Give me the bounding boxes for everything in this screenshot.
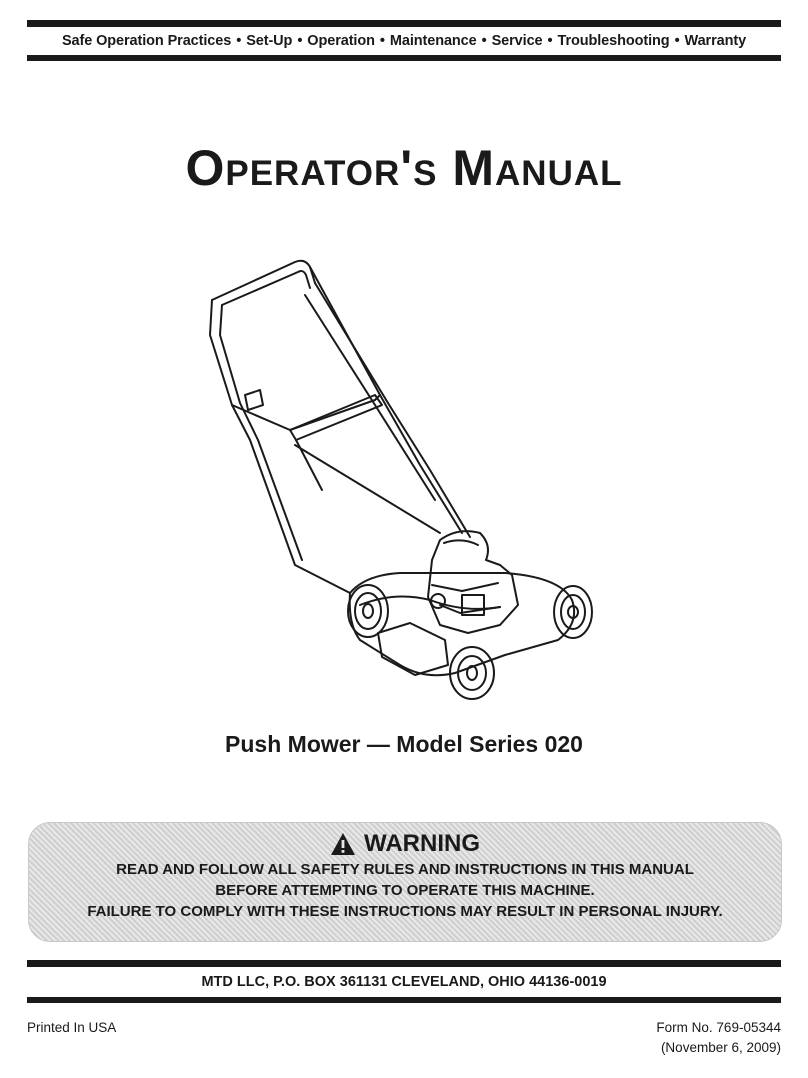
nav-separator: •: [547, 33, 553, 49]
company-address: MTD LLC, P.O. BOX 361131 CLEVELAND, OHIO 44136-0019: [201, 974, 607, 990]
push-mower-illustration: [200, 255, 600, 705]
warning-triangle-icon: [330, 832, 356, 856]
nav-item-maintenance[interactable]: Maintenance: [389, 33, 477, 49]
page-title: Operator's Manual: [185, 140, 623, 196]
warning-heading: [29, 829, 781, 859]
top-rule-thick: [27, 20, 781, 27]
model-subtitle: Push Mower — Model Series 020: [225, 731, 583, 757]
form-number-block: [656, 1018, 781, 1058]
printed-in-label: Printed In USA: [27, 1020, 117, 1035]
nav-item-troubleshooting[interactable]: Troubleshooting: [557, 33, 670, 49]
form-number: Form No. 769-05344: [656, 1020, 781, 1035]
nav-item-service[interactable]: Service: [491, 33, 543, 49]
nav-separator: •: [674, 33, 680, 49]
warning-box: [28, 822, 782, 942]
warning-line-3: FAILURE TO COMPLY WITH THESE INSTRUCTIONS MAY RESULT IN PERSONAL INJURY.: [87, 903, 723, 920]
nav-item-safe-operation[interactable]: Safe Operation Practices: [61, 33, 232, 49]
bottom-rule-thin: [27, 997, 781, 1003]
warning-line-1: READ AND FOLLOW ALL SAFETY RULES AND INSTRUCTIONS IN THIS MANUAL: [116, 861, 694, 878]
nav-item-setup[interactable]: Set-Up: [246, 33, 293, 49]
nav-item-operation[interactable]: Operation: [307, 33, 375, 49]
nav-separator: •: [236, 33, 242, 49]
top-rule-thin: [27, 55, 781, 61]
warning-line-2: BEFORE ATTEMPTING TO OPERATE THIS MACHINE.: [215, 882, 595, 899]
warning-heading-text: WARNING: [364, 830, 480, 857]
nav-separator: •: [481, 33, 487, 49]
bottom-rule-thick: [27, 960, 781, 967]
nav-item-warranty[interactable]: Warranty: [684, 33, 747, 49]
nav-separator: •: [379, 33, 385, 49]
nav-separator: •: [297, 33, 303, 49]
section-nav: [27, 28, 781, 54]
form-date: (November 6, 2009): [660, 1040, 781, 1055]
